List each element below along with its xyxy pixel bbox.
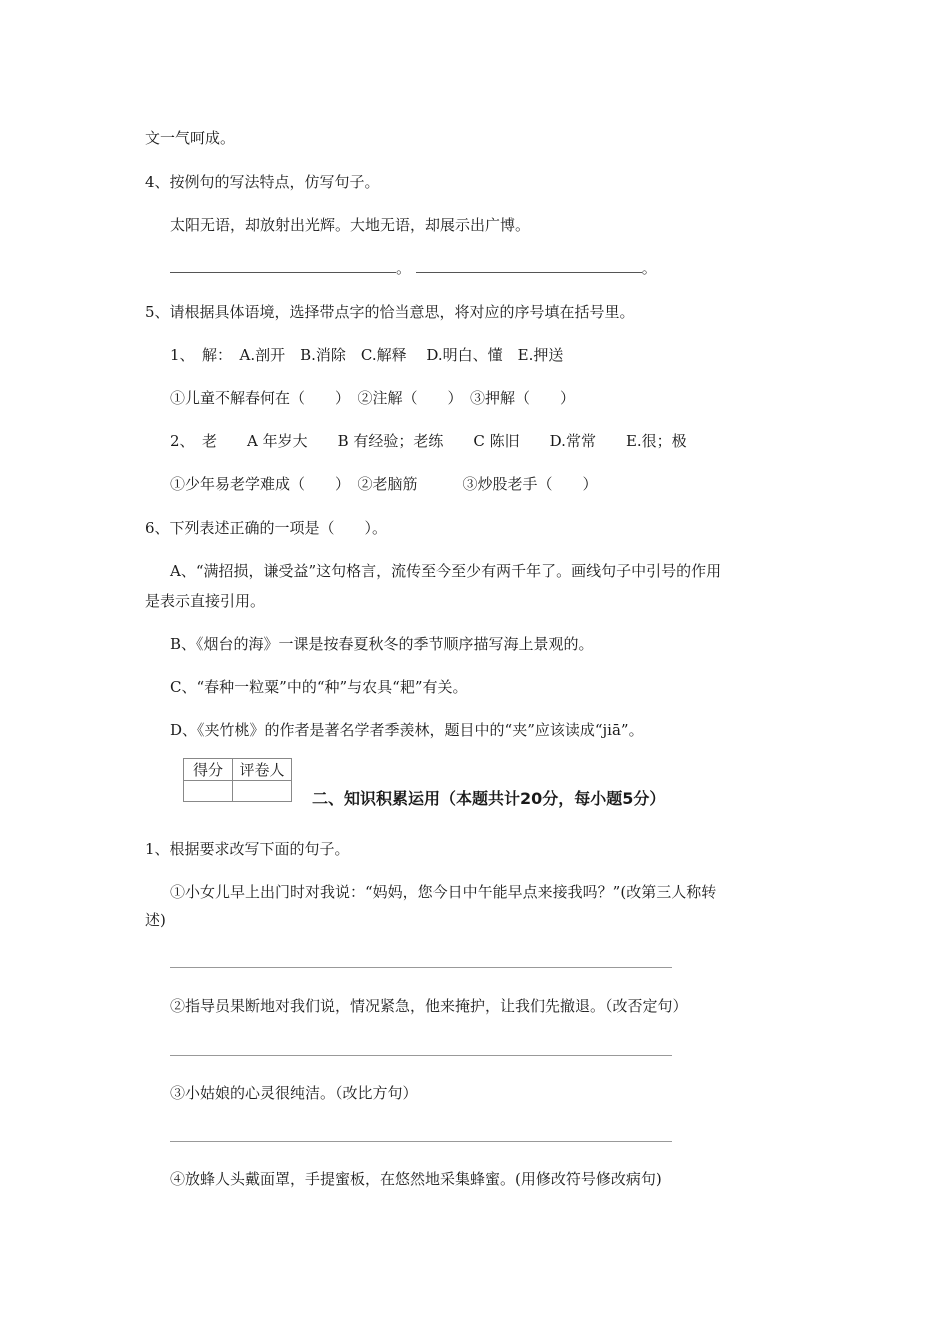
section-2-title: 二、知识积累运用（本题共计20分，每小题5分） [312, 789, 666, 808]
answer-blank[interactable] [170, 258, 396, 273]
answer-blank[interactable] [416, 258, 642, 273]
answer-line[interactable] [170, 967, 672, 968]
rewrite-item-4: ④放蜂人头戴面罩，手提蜜板，在悠然地采集蜂蜜。(用修改符号修改病句) [170, 1170, 662, 1188]
question-4: 4、按例句的写法特点，仿写句子。 [145, 173, 380, 191]
score-cell[interactable] [184, 781, 233, 802]
rewrite-item-1-cont: 述) [145, 911, 166, 929]
grader-cell[interactable] [233, 781, 292, 802]
rewrite-item-2: ②指导员果断地对我们说，情况紧急，他来掩护，让我们先撤退。（改否定句） [170, 997, 688, 1015]
rewrite-item-3: ③小姑娘的心灵很纯洁。（改比方句） [170, 1084, 418, 1102]
section-2-question-1: 1、根据要求改写下面的句子。 [145, 840, 350, 858]
question-6-option-c: C、“春种一粒粟”中的“种”与农具“耙”有关。 [170, 678, 468, 696]
question-5-1-items: ①儿童不解春何在（ ） ②注解（ ） ③押解（ ） [170, 389, 576, 407]
question-5-2-options: 2、 老 A 年岁大 B 有经验；老练 C 陈旧 D.常常 E.很；极 [170, 432, 687, 450]
grader-header: 评卷人 [233, 759, 292, 781]
question-4-answer-line: 。 。 [170, 258, 657, 278]
continuation-line: 文一气呵成。 [145, 129, 236, 147]
question-5-2-items: ①少年易老学难成（ ） ②老脑筋 ③炒股老手（ ） [170, 475, 598, 493]
question-4-example: 太阳无语，却放射出光辉。大地无语，却展示出广博。 [170, 216, 531, 234]
answer-line[interactable] [170, 1055, 672, 1056]
score-header: 得分 [184, 759, 233, 781]
score-table [183, 758, 292, 802]
question-5-1-options: 1、 解： A.剖开 B.消除 C.解释 D.明白、懂 E.押送 [170, 346, 564, 364]
question-6: 6、下列表述正确的一项是（ ）。 [145, 519, 388, 537]
answer-line[interactable] [170, 1141, 672, 1142]
question-6-option-b: B、《烟台的海》一课是按春夏秋冬的季节顺序描写海上景观的。 [170, 635, 594, 653]
rewrite-item-1: ①小女儿早上出门时对我说：“妈妈，您今日中午能早点来接我吗？”(改第三人称转 [170, 883, 717, 901]
question-5: 5、请根据具体语境，选择带点字的恰当意思，将对应的序号填在括号里。 [145, 303, 635, 321]
question-6-option-a: A、“满招损，谦受益”这句格言，流传至今至少有两千年了。画线句子中引号的作用 [170, 562, 722, 580]
question-6-option-a-cont: 是表示直接引用。 [145, 592, 266, 610]
question-6-option-d: D、《夹竹桃》的作者是著名学者季羡林，题目中的“夹”应该读成“jiā”。 [170, 721, 644, 739]
